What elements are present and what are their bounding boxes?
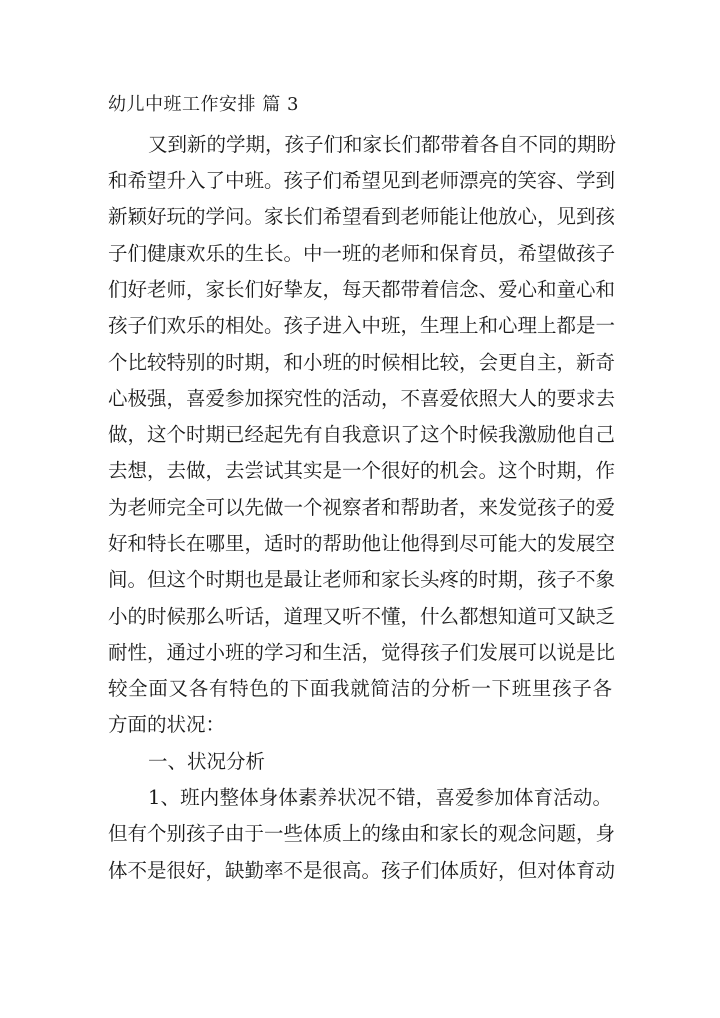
paragraph-line: 子们健康欢乐的生长。中一班的老师和保育员，希望做孩子 [108, 242, 616, 265]
paragraph-line: 较全面又各有特色的下面我就简洁的分析一下班里孩子各 [108, 677, 612, 700]
paragraph-line: 又到新的学期，孩子们和家长们都带着各自不同的期盼 [148, 133, 617, 156]
paragraph-line: 1、班内整体身体素养状况不错，喜爱参加体育活动。 [148, 786, 612, 809]
paragraph-line: 方面的状况： [108, 713, 226, 736]
paragraph-line: 新颖好玩的学问。家长们希望看到老师能让他放心，见到孩 [108, 205, 616, 228]
paragraph-line: 们好老师，家长们好挚友，每天都带着信念、爱心和童心和 [108, 278, 616, 301]
paragraph-line: 孩子们欢乐的相处。孩子进入中班，生理上和心理上都是一 [108, 314, 616, 337]
section-heading: 一、状况分析 [148, 750, 266, 773]
paragraph-line: 做，这个时期已经起先有自我意识了这个时候我激励他自己 [108, 423, 616, 446]
paragraph-line: 去想，去做，去尝试其实是一个很好的机会。这个时期，作 [108, 459, 616, 482]
paragraph-line: 个比较特别的时期，和小班的时候相比较，会更自主，新奇 [108, 351, 616, 374]
paragraph-line: 为老师完全可以先做一个视察者和帮助者，来发觉孩子的爱 [108, 496, 616, 519]
paragraph-line: 心极强，喜爱参加探究性的活动，不喜爱依照大人的要求去 [108, 387, 616, 410]
paragraph-line: 好和特长在哪里，适时的帮助他让他得到尽可能大的发展空 [108, 532, 616, 555]
document-title: 幼儿中班工作安排 篇 3 [108, 94, 299, 115]
paragraph-line: 和希望升入了中班。孩子们希望见到老师漂亮的笑容、学到 [108, 169, 616, 192]
paragraph-line: 耐性，通过小班的学习和生活，觉得孩子们发展可以说是比 [108, 641, 616, 664]
paragraph-line: 体不是很好，缺勤率不是很高。孩子们体质好，但对体育动 [108, 859, 616, 882]
paragraph-line: 小的时候那么听话，道理又听不懂，什么都想知道可又缺乏 [108, 605, 616, 628]
paragraph-line: 但有个别孩子由于一些体质上的缘由和家长的观念问题，身 [108, 822, 616, 845]
paragraph-line: 间。但这个时期也是最让老师和家长头疼的时期，孩子不象 [108, 568, 616, 591]
